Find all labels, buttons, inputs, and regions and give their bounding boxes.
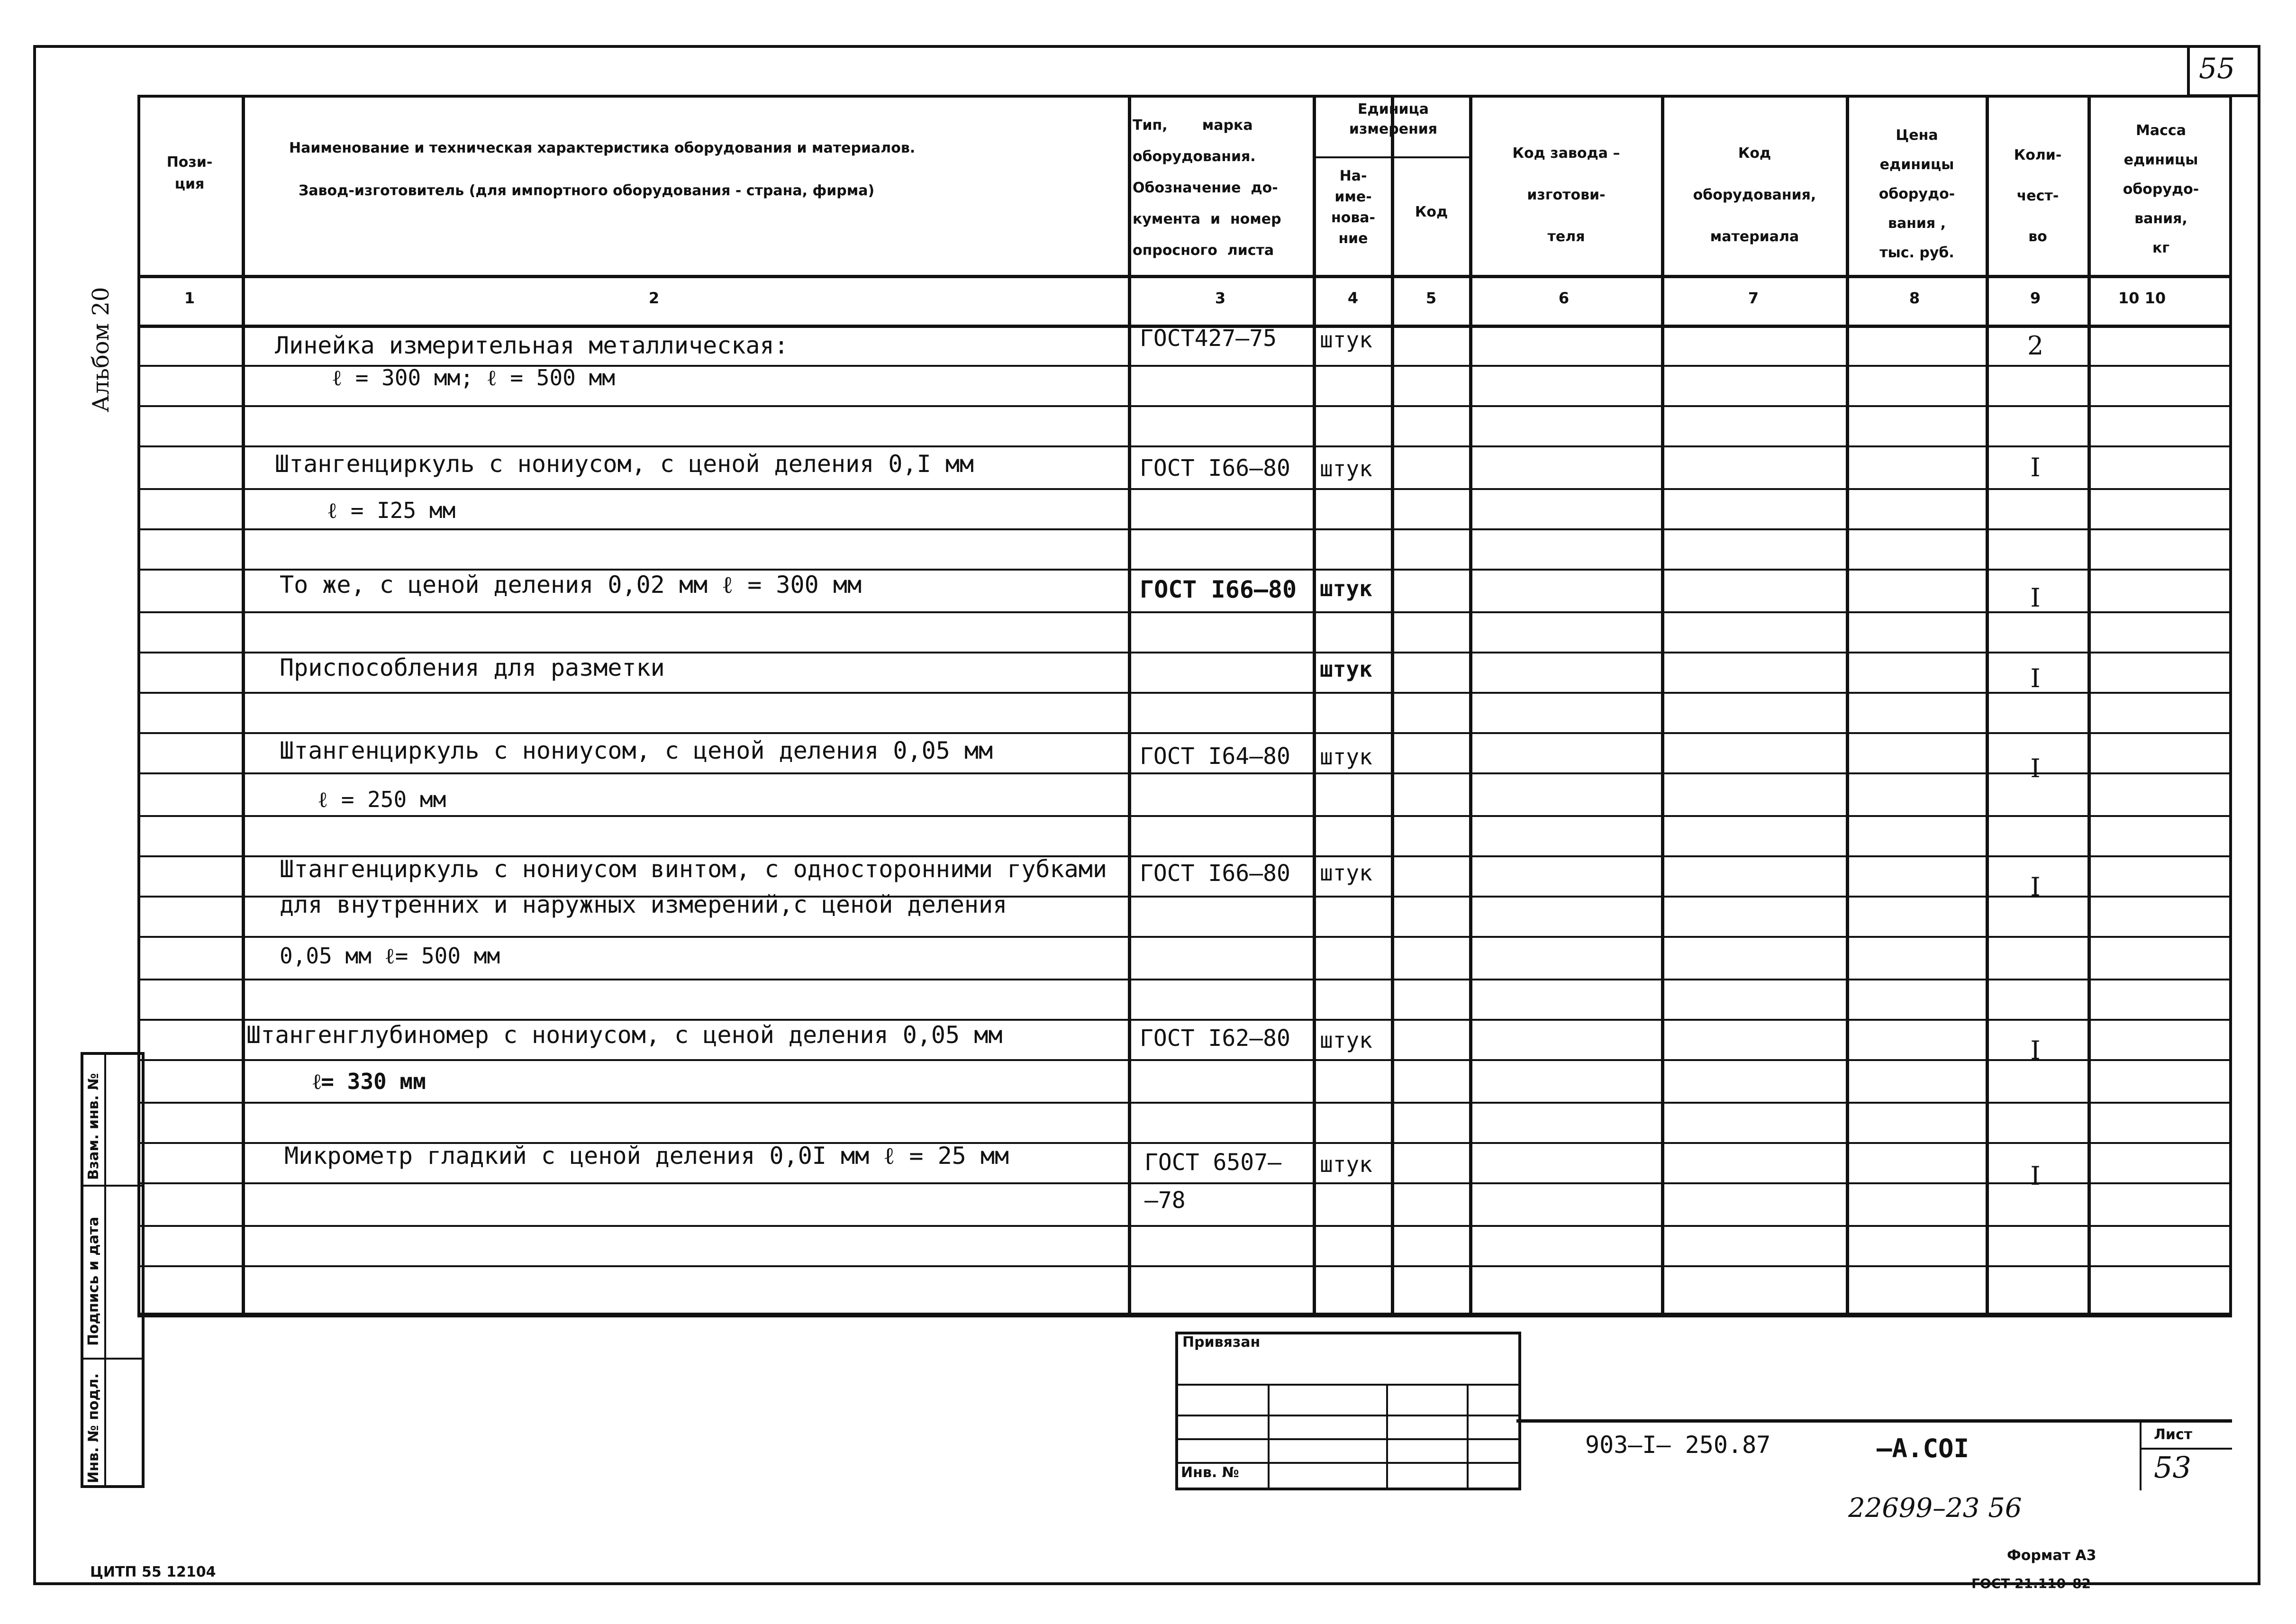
row3-unit: штук <box>1320 576 1372 601</box>
privyazan-col <box>1268 1384 1270 1490</box>
archive-number: 22699–23 56 <box>1848 1493 2022 1524</box>
stamp-row-line <box>81 1185 145 1187</box>
row-line <box>137 772 2232 774</box>
inv-no-label: Инв. № <box>1181 1464 1239 1481</box>
privyazan-label: Привязан <box>1182 1334 1261 1351</box>
header-name-line1: Наименование и техническая характеристика оборудования и материалов. <box>289 140 916 156</box>
unit-group-line <box>1313 156 1471 158</box>
colnum-5: 5 <box>1425 289 1437 307</box>
col-line-5 <box>1469 95 1472 1317</box>
colnum-9: 9 <box>2030 289 2041 307</box>
row-line <box>137 405 2232 407</box>
row2-qty: I <box>2030 453 2041 482</box>
col-line-1 <box>242 95 245 1317</box>
colnum-3: 3 <box>1215 289 1226 307</box>
privyazan-line <box>1175 1462 1521 1464</box>
row-line <box>137 569 2232 571</box>
privyazan-line <box>1175 1438 1521 1440</box>
privyazan-line <box>1175 1384 1521 1386</box>
privyazan-col <box>1386 1384 1388 1490</box>
row-line <box>137 1182 2232 1184</box>
stamp-inv-podl: Инв. № подл. <box>85 1373 102 1483</box>
stamp-divider <box>104 1052 106 1488</box>
row5-unit: штук <box>1320 744 1372 770</box>
row-line <box>137 692 2232 694</box>
sheet-corner-number: 55 <box>2199 52 2235 85</box>
sheet-box-left <box>2140 1419 2142 1490</box>
col-line-4 <box>1391 95 1394 1317</box>
row6-unit: штук <box>1320 860 1372 886</box>
row-line <box>137 979 2232 980</box>
row5-name2: ℓ = 250 мм <box>318 787 446 812</box>
row1-unit: штук <box>1320 327 1372 353</box>
row-line <box>137 528 2232 530</box>
colnum-8: 8 <box>1909 289 1920 307</box>
stamp-vzam-inv: Взам. инв. № <box>85 1073 102 1180</box>
privyazan-col <box>1467 1384 1469 1490</box>
header-bottom-line <box>137 275 2232 278</box>
album-label: Альбом 20 <box>88 287 114 412</box>
row-line <box>137 1059 2232 1061</box>
gost-label: ГОСТ 21.110–82 <box>1971 1576 2091 1591</box>
row3-name: То же, с ценой деления 0,02 мм ℓ = 300 мм <box>280 571 862 599</box>
col-line-8 <box>1986 95 1989 1317</box>
header-name-line2: Завод-изготовитель (для импортного оборудования - страна, фирма) <box>299 182 875 199</box>
sheet-box-line <box>2140 1448 2232 1450</box>
row8-unit: штук <box>1320 1152 1372 1177</box>
row7-name: Штангенглубиномер с нониусом, с ценой деления 0,05 мм <box>246 1021 1003 1049</box>
row6-name2: для внутренних и наружных измерений,с ценой деления <box>280 891 1007 918</box>
row6-name3: 0,05 мм ℓ= 500 мм <box>280 943 500 969</box>
colnum-1: 1 <box>184 289 195 307</box>
row6-doc: ГОСТ I66–80 <box>1140 860 1290 887</box>
row4-name: Приспособления для разметки <box>280 654 665 681</box>
sheet-number: 53 <box>2154 1450 2191 1485</box>
doc-suffix: –А.СОI <box>1877 1433 1969 1463</box>
header-qty: Коли- чест- во <box>2014 147 2062 245</box>
row1-qty: 2 <box>2027 331 2044 361</box>
row8-name: Микрометр гладкий с ценой деления 0,0I мм ℓ = 25 мм <box>284 1142 1009 1170</box>
row8-doc: ГОСТ 6507– <box>1144 1149 1281 1176</box>
row7-name2: ℓ= 330 мм <box>313 1069 426 1094</box>
header-position: Пози- ция <box>166 154 213 192</box>
row6-qty: I <box>2030 872 2041 902</box>
header-unit-code: Код <box>1415 204 1448 220</box>
row2-doc: ГОСТ I66–80 <box>1140 455 1290 481</box>
row7-unit: штук <box>1320 1027 1372 1053</box>
privyazan-line <box>1175 1415 1521 1416</box>
row-line <box>137 1225 2232 1227</box>
colnum-10: 10 10 <box>2118 289 2166 307</box>
format-label: Формат А3 <box>2007 1547 2096 1564</box>
colnum-4: 4 <box>1347 289 1359 307</box>
row-line <box>137 1102 2232 1104</box>
colnum-7: 7 <box>1748 289 1759 307</box>
spec-table <box>137 95 2232 1317</box>
stamp-podpis-data: Подпись и дата <box>85 1216 102 1346</box>
header-unit-name: На- име- нова- ние <box>1331 168 1376 247</box>
row7-qty: I <box>2030 1035 2041 1065</box>
colnum-6: 6 <box>1558 289 1570 307</box>
row-line <box>137 652 2232 653</box>
row4-unit: штук <box>1320 656 1372 682</box>
header-unit-group: Единица измерения <box>1349 101 1438 137</box>
row6-name: Штангенциркуль с нониусом винтом, с односторонними губками <box>280 855 1107 883</box>
doc-code: 903–I– 250.87 <box>1585 1431 1771 1459</box>
row1-name2: ℓ = 300 мм; ℓ = 500 мм <box>332 365 615 390</box>
row4-qty: I <box>2030 663 2041 693</box>
col-line-7 <box>1846 95 1849 1317</box>
row8-qty: I <box>2030 1161 2041 1191</box>
row-line <box>137 815 2232 817</box>
row5-name: Штангенциркуль с нониусом, с ценой деления 0,05 мм <box>280 737 993 764</box>
row-line <box>137 445 2232 447</box>
row2-name2: ℓ = I25 мм <box>327 498 456 523</box>
row-line <box>137 1019 2232 1021</box>
row-line <box>137 732 2232 734</box>
row1-name: Линейка измерительная металлическая: <box>275 332 789 359</box>
row-line <box>137 488 2232 490</box>
row2-name: Штангенциркуль с нониусом, с ценой деления 0,I мм <box>275 450 974 478</box>
header-mass: Масса единицы оборудо- вания, кг <box>2123 122 2199 256</box>
row3-qty: I <box>2030 583 2041 613</box>
header-price: Цена единицы оборудо- вания , тыс. руб. <box>1879 127 1955 261</box>
col-line-6 <box>1661 95 1664 1317</box>
row1-doc: ГОСТ427–75 <box>1140 325 1277 352</box>
row-line <box>137 936 2232 938</box>
row5-qty: I <box>2030 753 2041 783</box>
row3-doc: ГОСТ I66–80 <box>1140 576 1297 603</box>
left-bottom-stamp: ЦИТП 55 12104 <box>90 1564 216 1580</box>
col-line-9 <box>2087 95 2091 1317</box>
row-line <box>137 611 2232 613</box>
col-line-2 <box>1128 95 1131 1317</box>
colnum-2: 2 <box>648 289 660 307</box>
col-line-3 <box>1313 95 1316 1317</box>
sheet-label: Лист <box>2154 1426 2193 1443</box>
row2-unit: штук <box>1320 456 1372 481</box>
title-block-top <box>137 1313 2232 1316</box>
header-equip-code: Код оборудования, материала <box>1693 145 1816 245</box>
header-plant-code: Код завода – изготови- теля <box>1512 145 1620 245</box>
row5-doc: ГОСТ I64–80 <box>1140 743 1290 770</box>
row8-doc2: –78 <box>1144 1187 1186 1214</box>
header-type: Тип, марка оборудования. Обозначение до- кумента и номер опросного листа <box>1133 117 1281 259</box>
title-block-mid <box>1516 1419 2232 1423</box>
row-line <box>137 1265 2232 1267</box>
stamp-row-line <box>81 1358 145 1360</box>
row7-doc: ГОСТ I62–80 <box>1140 1025 1290 1052</box>
